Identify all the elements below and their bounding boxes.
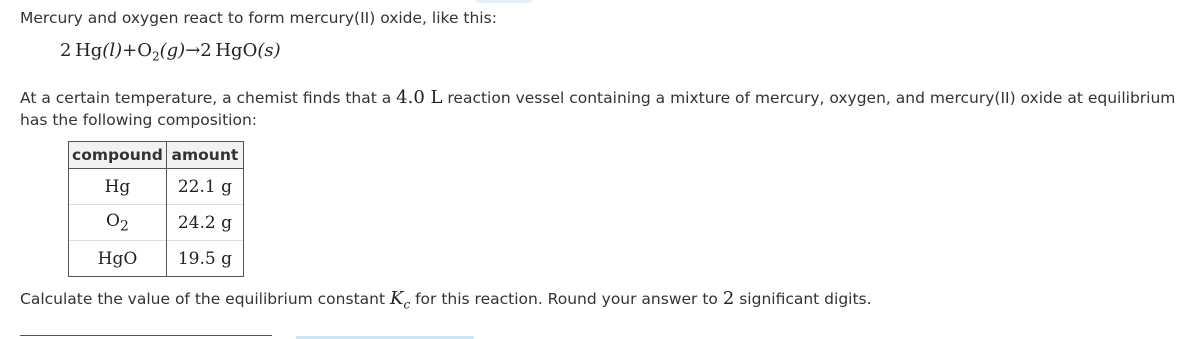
amount-cell: 24.2 g [166, 205, 243, 241]
table-row [69, 169, 244, 205]
compound-formula: HgO [97, 248, 138, 269]
intro-text: Mercury and oxygen react to form mercury(II) oxide, like this: [20, 9, 497, 27]
state-label: (g) [159, 40, 186, 61]
subscript: 2 [151, 49, 160, 64]
column-header-amount: amount [166, 142, 243, 169]
reaction-equation [60, 40, 281, 64]
reaction-arrow: → [185, 40, 201, 61]
composition-table [68, 141, 244, 277]
compound-formula: O [105, 210, 120, 231]
compound-cell [69, 169, 167, 205]
coefficient: 2 [200, 40, 212, 61]
amount-cell: 22.1 g [166, 169, 243, 205]
question-part: significant digits. [734, 290, 872, 308]
problem-paragraph [20, 87, 1180, 131]
subscript: 2 [119, 218, 129, 235]
compound-formula: Hg [104, 176, 131, 197]
species: HgO [215, 40, 258, 61]
amount-cell: 19.5 g [166, 241, 243, 277]
coefficient: 2 [60, 40, 72, 61]
column-header-compound: compound [69, 142, 167, 169]
compound-cell [69, 241, 167, 277]
species: Hg [75, 40, 103, 61]
kc-symbol [389, 288, 411, 312]
volume-value: 4.0 L [396, 87, 443, 108]
k-letter: K [389, 288, 404, 309]
species: O [137, 40, 152, 61]
state-label: (s) [257, 40, 281, 61]
question-part: for this reaction. Round your answer to [410, 290, 723, 308]
paragraph-text: At a certain temperature, a chemist finds that a [20, 89, 397, 107]
plus-sign: + [122, 40, 138, 61]
state-label: (l) [102, 40, 123, 61]
table-row [69, 205, 244, 241]
table-header-row [69, 142, 244, 169]
question-part: Calculate the value of the equilibrium constant [20, 290, 390, 308]
table-row [69, 241, 244, 277]
sig-digits-value: 2 [722, 288, 735, 309]
k-subscript: c [403, 297, 411, 312]
answer-input[interactable] [20, 335, 272, 336]
top-accent-bar [476, 0, 532, 3]
question-text [20, 288, 872, 312]
compound-cell [69, 205, 167, 241]
paragraph-text: reaction vessel containing a mixture of mercury, oxygen, and mercury(II) oxide at equilibrium has the following composition: [20, 89, 1176, 129]
